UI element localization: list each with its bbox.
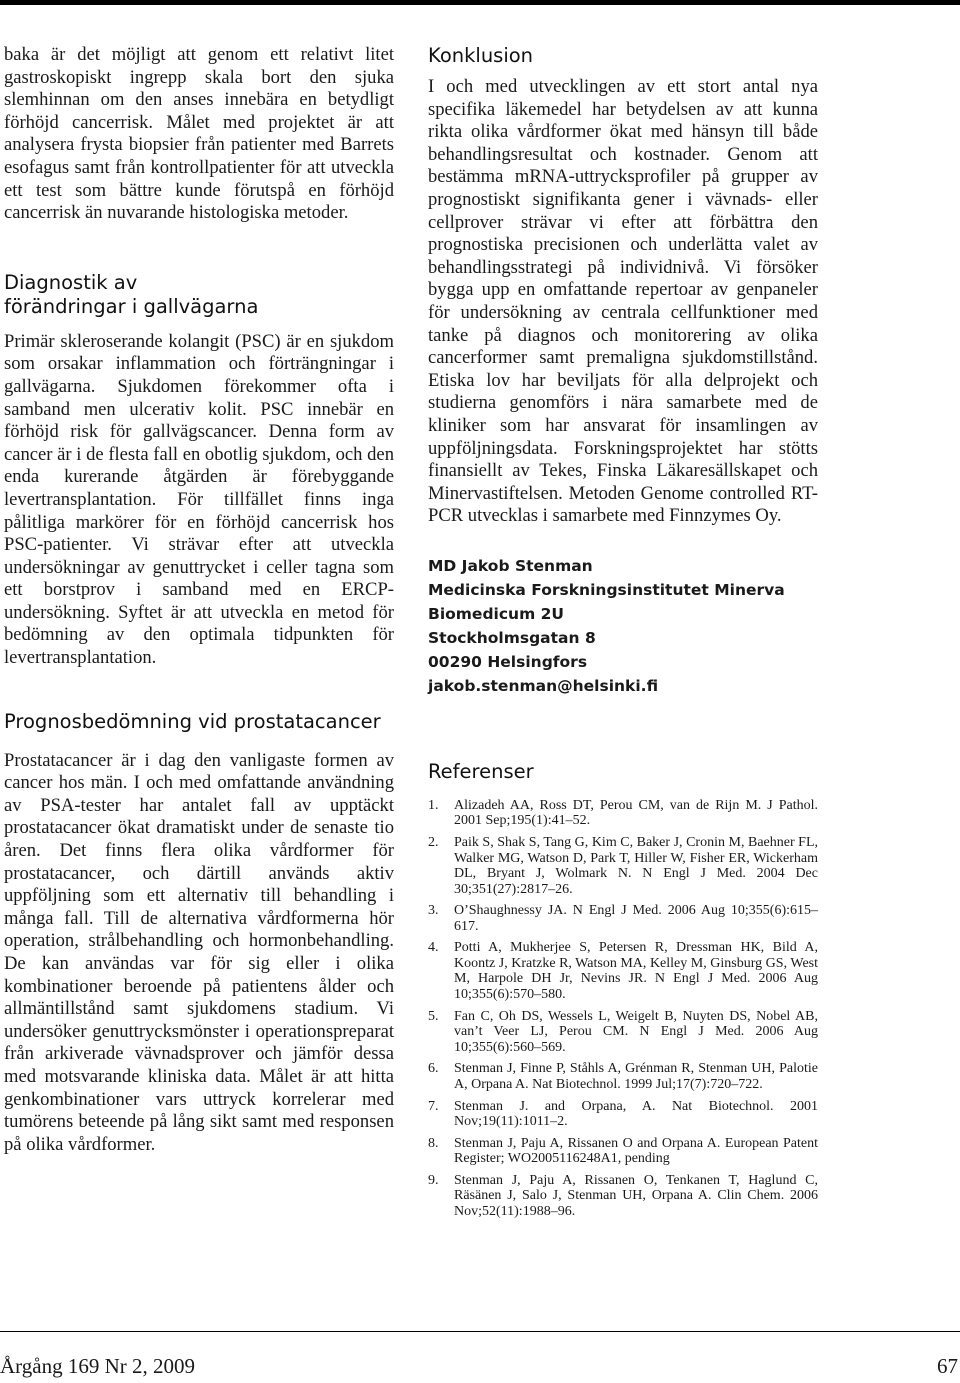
reference-number: 4.	[428, 940, 439, 956]
diagnostik-heading-line2: förändringar i gallvägarna	[4, 294, 259, 318]
konklusion-body: I och med utvecklingen av ett stort antal nya specifika läkemedel har betydelsen av att kunna rikta olika vårdformer ökat med hänsyn till både behandlingsresultat och kostnader. Genom att bestämma mRNA-uttrycksprofiler på grupper av prognostiskt signifikanta gener i vävnads- eller cellprover strävar vi efter att förbättra den prognostiska precisionen och underlätta valet av behandlingsstrategi på individnivå. Vi försöker bygga upp en omfattande repertoar av genpaneler för undersökning av centrala cellfunktioner med tanke på diagnos och monitorering av olika cancerformer samt premaligna sjukdomstillstånd. Etiska lov har beviljats för alla delprojekt och studierna genomförs i nära samarbete med de kliniker som har ansvarat för insamlingen av uppföljningsdata. Forskningsprojektet har stötts finansiellt av Tekes, Finska Läkaresällskapet och Minervastiftelsen. Metoden Genome controlled RT-PCR utvecklas i samarbete med Finnzymes Oy.	[428, 76, 818, 527]
reference-item	[428, 903, 818, 934]
reference-number: 7.	[428, 1098, 439, 1114]
reference-item	[428, 1173, 818, 1220]
references-heading: Referenser	[428, 759, 534, 783]
reference-item	[428, 798, 818, 829]
prognos-heading: Prognosbedömning vid prostatacancer	[4, 709, 381, 733]
reference-number: 3.	[428, 903, 439, 919]
reference-number: 1.	[428, 797, 439, 813]
right-column	[428, 44, 818, 1226]
diagnostik-heading-line1: Diagnostik av	[4, 270, 138, 294]
reference-text: Stenman J, Finne P, Ståhls A, Grénman R, Stenman UH, Palotie A, Orpana A. Nat Biotechnol. 1999 Jul;17(7):720–722.	[454, 1061, 818, 1092]
page-number: 67	[937, 1354, 958, 1378]
reference-number: 8.	[428, 1135, 439, 1151]
reference-text: Fan C, Oh DS, Wessels L, Weigelt B, Nuyten DS, Nobel AB, van’t Veer LJ, Perou CM. N Engl J Med. 2006 Aug 10;355(6):560–569.	[454, 1008, 818, 1055]
diagnostik-heading	[4, 271, 394, 319]
reference-text: Stenman J. and Orpana, A. Nat Biotechnol. 2001 Nov;19(11):1011–2.	[454, 1098, 818, 1129]
reference-item	[428, 1099, 818, 1130]
author-email[interactable]: jakob.stenman@helsinki.fi	[428, 676, 659, 695]
reference-text: O’Shaughnessy JA. N Engl J Med. 2006 Aug 10;355(6):615–617.	[454, 903, 818, 934]
reference-number: 9.	[428, 1172, 439, 1188]
reference-text: Stenman J, Paju A, Rissanen O, Tenkanen T, Haglund C, Räsänen J, Salo J, Stenman UH, Orpana A. Clin Chem. 2006 Nov;52(11):1988–96.	[454, 1172, 818, 1219]
references-list	[428, 798, 818, 1220]
diagnostik-body: Primär skleroserande kolangit (PSC) är en sjukdom som orsakar inflammation och förträngningar i gallvägarna. Sjukdomen förekommer ofta i samband men ulcerativ kolit. PSC innebär en förhöjd risk för gallvägscancer. Denna form av cancer är i de flesta fall en obotlig sjukdom, och den enda kurerande åtgärden är förebyggande levertransplantation. För tillfället finns inga pålitliga markörer för en förhöjd cancerrisk hos PSC-patienter. Vi strävar efter att utveckla undersökningar av genuttrycket i celler tagna som ett borstprov i samband med en ERCP-undersökning. Syftet är att utveckla en metod för bedömning av den optimala tidpunkten för levertransplantation.	[4, 330, 394, 669]
reference-item	[428, 1009, 818, 1056]
reference-item	[428, 1136, 818, 1167]
author-building: Biomedicum 2U	[428, 604, 564, 623]
top-rule	[0, 0, 960, 5]
author-contact	[428, 554, 818, 698]
footer-rule	[0, 1331, 960, 1332]
reference-text: Stenman J, Paju A, Rissanen O and Orpana A. European Patent Register; WO2005116248A1, pending	[454, 1135, 818, 1167]
reference-text: Alizadeh AA, Ross DT, Perou CM, van de Rijn M. J Pathol. 2001 Sep;195(1):41–52.	[454, 797, 818, 829]
reference-text: Paik S, Shak S, Tang G, Kim C, Baker J, Cronin M, Baehner FL, Walker MG, Watson D, Park T, Hiller W, Fisher ER, Wickerham DL, Bryant J, Wolmark N. N Engl J Med. 2004 Dec 30;351(27):2817–26.	[454, 835, 818, 897]
author-name: MD Jakob Stenman	[428, 556, 593, 575]
reference-item	[428, 835, 818, 897]
konklusion-heading: Konklusion	[428, 44, 534, 67]
issue-info: Årgång 169 Nr 2, 2009	[0, 1354, 196, 1378]
reference-number: 5.	[428, 1008, 439, 1024]
reference-text: Potti A, Mukherjee S, Petersen R, Dressman HK, Bild A, Koontz J, Kratzke R, Watson MA, Kelley M, Ginsburg GS, West M, Harpole DH Jr, Nevins JR. N Engl J Med. 2006 Aug 10;355(6):570–580.	[454, 940, 818, 1002]
author-institute: Medicinska Forskningsinstitutet Minerva	[428, 580, 785, 599]
intro-paragraph: baka är det möjligt att genom ett relativt litet gastroskopiskt ingrepp skala bort den sjuka slemhinnan om den anses innebära en betydligt förhöjd cancerrisk. Målet med projektet är att analysera frysta biopsier från patienter med Barrets esofagus samt från kontrollpatienter för att utveckla ett test som bättre kunde förutspå en förhöjd cancerrisk än nuvarande histologiska metoder.	[4, 44, 394, 224]
reference-item	[428, 1061, 818, 1092]
prognos-body: Prostatacancer är i dag den vanligaste formen av cancer hos män. I och med omfattande användning av PSA-tester har antalet fall av upptäckt prostatacancer ökat dramatiskt under de senaste tio åren. Det finns flera olika vårdformer för prostatacancer, och därtill används aktiv uppföljning som ett alternativ till behandling i många fall. Till de alternativa vårdformerna hör operation, strålbehandling och hormonbehandling. De kan användas var för sig eller i olika kombinationer beroende på patientens ålder och allmäntillstånd samt sjukdomens stadium. Vi undersöker genuttrycksmönster i operationspreparat från arkiverade vävnadsprover och jämför dessa med motsvarande kliniska data. Målet är att hitta genkombinationer vars uttryck korrelerar med tumörens beteende på lång sikt samt med responsen på olika vårdformer.	[4, 749, 394, 1155]
reference-number: 6.	[428, 1061, 439, 1077]
reference-number: 2.	[428, 835, 439, 851]
reference-item	[428, 940, 818, 1002]
left-column	[4, 44, 394, 1156]
author-postal: 00290 Helsingfors	[428, 652, 588, 671]
author-street: Stockholmsgatan 8	[428, 628, 596, 647]
